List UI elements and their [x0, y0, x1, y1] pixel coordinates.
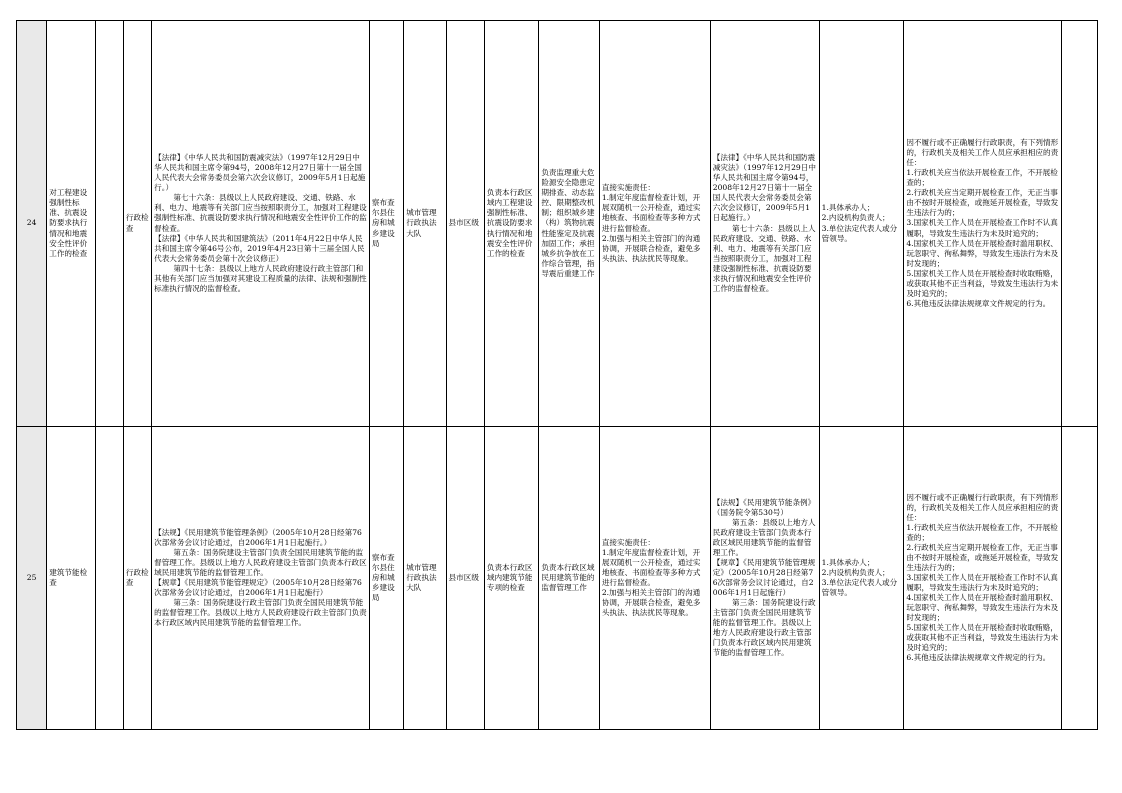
sub-item-cell	[95, 21, 123, 427]
responsibility-items: 直接实施责任： 1.制定年度监督检查计划，开展双随机一公开检查，通过实地核查、书面检查等多种方式进行监督检查。 2.加强与相关主管部门的沟通协调，开展联合检查，避免多头执法、执法扰民等现象。	[599, 427, 710, 730]
table-row	[17, 427, 1098, 730]
power-type: 行政检查	[123, 427, 151, 730]
row-number: 25	[17, 427, 47, 730]
duty-scope: 负责本行政区域民用建筑节能的监督管理工作	[539, 427, 600, 730]
item-name: 对工程建设强制性标准、抗震设防要求执行情况和地震安全性评价工作的检查	[47, 21, 95, 427]
implementing-unit: 城市管理行政执法大队	[404, 21, 446, 427]
exercise-level: 县市区级	[446, 21, 484, 427]
responsibility-items: 直接实施责任： 1.制定年度监督检查计划，开展双随机一公开检查，通过实地核查、书面检查等多种方式进行监督检查。 2.加强与相关主管部门的沟通协调，开展联合检查，避免多头执法、执法扰民等现象。	[599, 21, 710, 427]
responsible-subject: 1.具体承办人； 2.内设机构负责人； 3.单位法定代表人或分管领导。	[819, 427, 904, 730]
implementing-department: 察布查尔县住房和城乡建设局	[369, 21, 403, 427]
remarks-cell	[1061, 21, 1097, 427]
row-number: 24	[17, 21, 47, 427]
legal-basis: 【法律】《中华人民共和国防震减灾法》（1997年12月29日中华人民共和国主席令第94号，2008年12月27日第十一届全国人民代表大会常务委员会第六次会议修订，2009年5月1日起施行。） 第七十六条：县级以上人民政府建设、交通、铁路、水利、电力、地震等有关部门应当按照职责分工，加强对工程建设强制性标准、抗震设防要求执行情况和地震安全性评价工作的监督检查。 【法律】《中华人民共和国建筑法》（2011年4月22日中华人民共和国主席令第46号公布，2019年4月23日第十三届全国人民代表大会常务委员会第十次会议修正） 第四十七条：县级以上地方人民政府建设行政主管部门和其他有关部门应当加强对其建设工程质量的法律、法规和强制性标准执行情况的监督检查。	[152, 21, 370, 427]
remarks-cell	[1061, 427, 1097, 730]
responsibility-basis: 【法规】《民用建筑节能条例》（国务院令第530号） 第五条：县级以上地方人民政府建设主管部门负责本行政区域民用建筑节能的监督管理工作。 【规章】《民用建筑节能管理规定》（2005年10月28日经第76次部常务会议讨论通过，自2006年1月1日起施行） 第三条：国务院建设行政主管部门负责全国民用建筑节能的监督管理工作。县级以上地方人民政府建设行政主管部门负责本行政区域内民用建筑节能的监督管理工作。	[710, 427, 819, 730]
responsible-subject: 1.具体承办人； 2.内设机构负责人； 3.单位法定代表人或分管领导。	[819, 21, 904, 427]
duty-scope: 负责监理重大危险源安全隐患定期排查、动态监控、限期整改机制；组织城乡建（构）筑物抗震性能鉴定及抗震加固工作；承担城乡抗争放在工作综合管理，指导震后重建工作	[539, 21, 600, 427]
implementing-unit: 城市管理行政执法大队	[404, 427, 446, 730]
accountability-cases: 因不履行或不正确履行行政职责，有下列情形的，行政机关及相关工作人员应承担相应的责任： 1.行政机关应当依法开展检查工作，不开展检查的； 2.行政机关应当定期开展检查工作，无正当事由不按时开展检查，或拖延开展检查，导致发生违法行为的； 3.国家机关工作人员在开展检查工作时不认真履职，导致发生违法行为未及时追究的； 4.国家机关工作人员在开展检查时滥用职权、玩忽职守、徇私舞弊，导致发生违法行为未及时发现的； 5.国家机关工作人员在开展检查时收取贿赂，或获取其他不正当利益，导致发生违法行为未及时追究的； 6.其他违反法律法规规章文件规定的行为。	[904, 21, 1061, 427]
accountability-cases: 因不履行或不正确履行行政职责，有下列情形的，行政机关及相关工作人员应承担相应的责任： 1.行政机关应当依法开展检查工作，不开展检查的； 2.行政机关应当定期开展检查工作，无正当事由不按时开展检查，或拖延开展检查，导致发生违法行为的； 3.国家机关工作人员在开展检查工作时不认真履职，导致发生违法行为未及时追究的； 4.国家机关工作人员在开展检查时滥用职权、玩忽职守、徇私舞弊，导致发生违法行为未及时发现的； 5.国家机关工作人员在开展检查时收取贿赂，或获取其他不正当利益，导致发生违法行为未及时追究的； 6.其他违反法律法规规章文件规定的行为。	[904, 427, 1061, 730]
sub-item-cell	[95, 427, 123, 730]
exercise-level: 县市区级	[446, 427, 484, 730]
item-name: 建筑节能检查	[47, 427, 95, 730]
table-row	[17, 21, 1098, 427]
legal-basis: 【法规】《民用建筑节能管理条例》（2005年10月28日经第76次部常务会议讨论通过，自2006年1月1日起施行。） 第五条：国务院建设主管部门负责全国民用建筑节能的监督管理工作。县级以上地方人民政府建设主管部门负责本行政区域民用建筑节能的监督管理工作。 【规章】《民用建筑节能管理规定》（2005年10月28日经第76次部常务会议讨论通过，自2006年1月1日起施行） 第三条：国务院建设行政主管部门负责全国民用建筑节能的监督管理工作。县级以上地方人民政府建设行政主管部门负责本行政区域内民用建筑节能的监督管理工作。	[152, 427, 370, 730]
duty-description: 负责本行政区域内建筑节能专项的检查	[484, 427, 538, 730]
responsibility-basis: 【法律】《中华人民共和国防震减灾法》（1997年12月29日中华人民共和国主席令第94号，2008年12月27日第十一届全国人民代表大会常务委员会第六次会议修订，2009年5月1日起施行。） 第七十六条：县级以上人民政府建设、交通、铁路、水利、电力、地震等有关部门应当按照职责分工，加强对工程建设强制性标准、抗震设防要求执行情况和地震安全性评价工作的监督检查。	[710, 21, 819, 427]
power-list-table	[16, 20, 1098, 730]
power-type: 行政检查	[123, 21, 151, 427]
implementing-department: 察布查尔县住房和城乡建设局	[369, 427, 403, 730]
duty-description: 负责本行政区域内工程建设强制性标准、抗震设防要求执行情况和地震安全性评价工作的检查	[484, 21, 538, 427]
